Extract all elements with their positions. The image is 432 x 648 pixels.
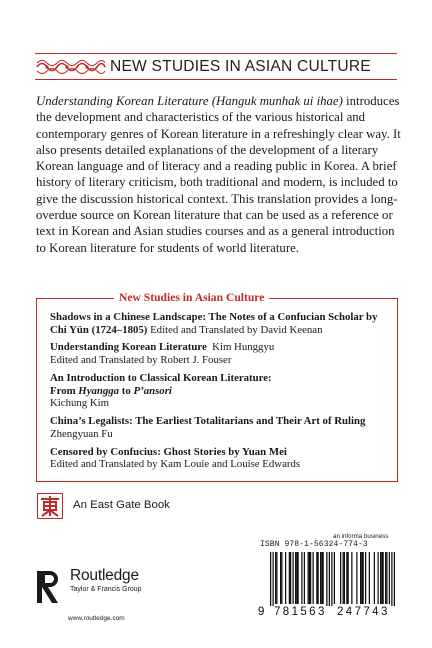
east-gate-label: An East Gate Book <box>73 499 170 511</box>
barcode-digits-left: 781563 <box>274 606 327 618</box>
barcode-bar <box>389 552 390 604</box>
barcode-bar <box>321 552 322 604</box>
book-description <box>36 93 402 256</box>
publisher-url[interactable]: www.routledge.com <box>68 615 125 622</box>
barcode-bar <box>309 552 310 604</box>
banner-top-rule <box>35 53 397 54</box>
series-banner-title: NEW STUDIES IN ASIAN CULTURE <box>110 58 371 75</box>
publisher-group: Taylor & Francis Group <box>70 586 142 593</box>
barcode-bar <box>365 552 366 604</box>
barcode-bar <box>378 552 379 604</box>
barcode-bar <box>301 552 302 604</box>
barcode-bar <box>386 552 387 604</box>
book-credit: Kichung Kim <box>50 397 110 410</box>
barcode-bar <box>348 552 349 604</box>
book-credit: Edited and Translated by Robert J. Fouser <box>50 354 232 367</box>
barcode-bar <box>276 552 277 604</box>
barcode-bar <box>360 552 361 604</box>
barcode-bar <box>329 552 330 610</box>
barcode-bar <box>374 552 375 604</box>
barcode-bar <box>289 552 290 604</box>
barcode-bar <box>275 552 276 604</box>
book-title-line2: From Hyangga to P’ansori <box>50 384 172 397</box>
book-title: An Introduction to Classical Korean Literature: <box>50 371 272 384</box>
barcode-bar <box>270 552 271 610</box>
barcode-bar <box>293 552 294 604</box>
barcode-bar <box>296 552 297 604</box>
barcode-bar <box>308 552 309 604</box>
barcode-bar <box>340 552 341 604</box>
barcode-bar <box>369 552 370 604</box>
barcode-digits-right: 247743 <box>337 606 390 618</box>
list-item <box>50 341 390 366</box>
east-gate-logo-icon <box>37 493 63 519</box>
routledge-logo-icon <box>36 567 64 607</box>
book-credit: Edited and Translated by David Keenan <box>147 323 323 336</box>
barcode-bar <box>280 552 281 604</box>
barcode-bar <box>343 552 344 604</box>
barcode-bar <box>295 552 296 604</box>
barcode-bar <box>298 552 299 604</box>
barcode-bar <box>381 552 382 604</box>
book-author: Kim Hunggyu <box>206 341 275 354</box>
barcode-bar <box>351 552 352 604</box>
informa-tagline: an informa business <box>333 533 389 540</box>
barcode-bar <box>385 552 386 604</box>
book-title: Understanding Korean Literature <box>50 341 207 354</box>
book-title: Censored by Confucius: Ghost Stories by Yuan Mei <box>50 445 287 458</box>
series-box-title: New Studies in Asian Culture <box>114 290 269 306</box>
barcode-bar <box>344 552 345 604</box>
series-book-list <box>50 311 390 476</box>
isbn-label: ISBN 978-1-56324-774-3 <box>260 540 368 549</box>
barcode-bar <box>334 552 335 604</box>
barcode-bar <box>318 552 319 604</box>
banner-bottom-rule <box>35 79 397 80</box>
barcode-bar <box>323 552 324 604</box>
barcode-bar <box>313 552 314 604</box>
barcode-bar <box>394 552 395 610</box>
barcode-bar <box>346 552 347 604</box>
series-ornament-icon <box>35 57 107 77</box>
barcode-bar <box>281 552 282 604</box>
barcode-bar <box>363 552 364 604</box>
barcode-bar <box>383 552 384 604</box>
book-title: China’s Legalists: The Earliest Totalitarians and Their Art of Ruling <box>50 415 366 428</box>
book-credit: Zhengyuan Fu <box>50 427 113 440</box>
barcode-bar <box>285 552 286 604</box>
barcode-icon <box>258 552 398 610</box>
barcode-bar <box>391 552 392 610</box>
list-item <box>50 372 390 410</box>
book-credit: Edited and Translated by Kam Louie and Louise Edwards <box>50 458 301 471</box>
barcode-bar <box>310 552 311 604</box>
barcode-bar <box>316 552 317 604</box>
barcode-bar <box>290 552 291 604</box>
description-body: introduces the development and characteristics of the various historical and contemporary genres of Korean literature in a refreshingly clear way. It also presents detailed explanations of the development of a literary Korean language and of literacy and a reading public in Korea. A brief history of literary criticism, both traditional and modern, is included to give the discussion historical context. This translation provides a long-overdue source on Korean literature that can be used as a reference or text in Korean and Asian studies courses and as a general introduction to Korean literature for students of world literature. <box>36 94 401 255</box>
barcode-bar <box>356 552 357 604</box>
barcode-bar <box>320 552 321 604</box>
barcode-bar <box>361 552 362 604</box>
list-item <box>50 415 390 440</box>
barcode-bar <box>331 552 332 610</box>
barcode-digit-first: 9 <box>258 606 265 618</box>
barcode-bar <box>380 552 381 604</box>
description-book-title: Understanding Korean Literature (Hanguk munhak ui ihae) <box>36 94 343 108</box>
barcode-bar <box>326 552 327 610</box>
book-title: Shadows in a Chinese Landscape: The Notes of a Confucian Scholar by Chi Yün (1724–1805) <box>50 311 378 336</box>
barcode-bar <box>273 552 274 610</box>
barcode-digits <box>258 606 398 620</box>
publisher-name: Routledge <box>70 567 139 584</box>
list-item <box>50 311 390 336</box>
list-item <box>50 446 390 471</box>
barcode-bar <box>304 552 305 604</box>
